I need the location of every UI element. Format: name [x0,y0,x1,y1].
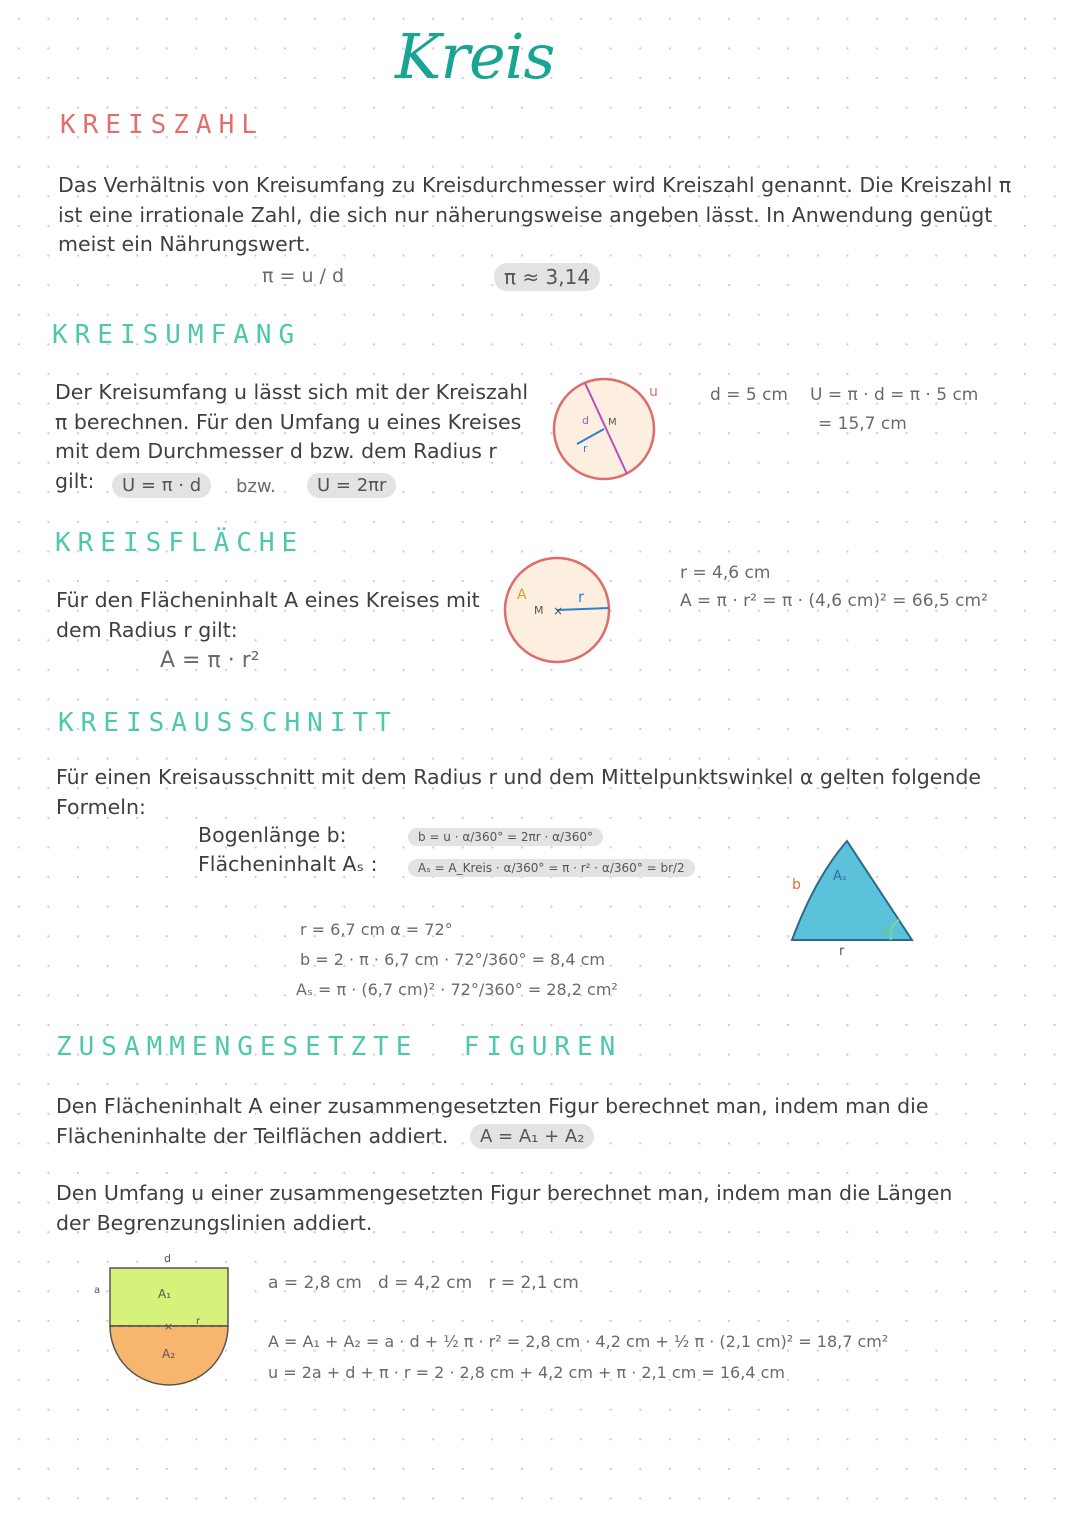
composite-example-u: u = 2a + d + π · r = 2 · 2,8 cm + 4,2 cm + π · 2,1 cm = 16,4 cm [268,1363,785,1382]
kreiszahl-formula: π = u / d [262,265,345,287]
kreiszahl-text: Das Verhältnis von Kreisumfang zu Kreisdurchmesser wird Kreiszahl genannt. Die Kreiszahl π ist eine irrationale Zahl, die sich nur näherungsweise angeben lässt. In Anwendung genügt meist ein Nährungswert. [58,173,1012,257]
umfang-circle-diagram [545,372,670,487]
zusammengesetzt-text2: Den Umfang u einer zusammengesetzten Figur berechnet man, indem man die Längen der Begrenzungslinien addiert. [56,1181,953,1235]
formula-flaecheninhalt: Aₛ = A_Kreis · α/360° = π · r² · α/360° = br/2 [408,859,695,877]
label-r: r [578,588,585,606]
label-r: r [583,442,588,455]
svg-text:×: × [164,1320,174,1333]
label-r: r [196,1316,201,1327]
composite-example-a: A = A₁ + A₂ = a · d + ½ π · r² = 2,8 cm · 4,2 cm + ½ π · (2,1 cm)² = 18,7 cm² [268,1332,889,1351]
kreisumfang-bzw: bzw. [236,476,276,497]
zusammengesetzt-text1: Den Flächeninhalt A einer zusammengesetzten Figur berechnet man, indem man die Flächeninhalte der Teilflächen addiert. [56,1094,929,1148]
kreisumfang-text: Der Kreisumfang u lässt sich mit der Kreiszahl π berechnen. Für den Umfang u eines Kreises mit dem Durchmesser d bzw. dem Radius r gilt: [55,380,529,493]
kreisflaeche-text: Für den Flächeninhalt A eines Kreises mit dem Radius r gilt: [56,588,480,642]
label-d: d [164,1252,171,1265]
label-as: Aₛ [833,869,847,884]
svg-text:×: × [553,604,564,618]
label-b: b [792,877,801,893]
label-a: a [94,1285,101,1296]
label-a2: A₂ [162,1347,176,1361]
zusammengesetzt-formula: A = A₁ + A₂ [470,1124,594,1149]
label-r: r [839,944,845,958]
label-flaecheninhalt: Flächeninhalt Aₛ : [198,852,378,876]
kreisflaeche-formula: A = π · r² [160,648,260,673]
kreisumfang-formula1: U = π · d [112,473,211,498]
composite-example-vals: a = 2,8 cm d = 4,2 cm r = 2,1 cm [268,1273,579,1293]
umfang-example-d: d = 5 cm [710,385,788,405]
flaeche-example-calc: A = π · r² = π · (4,6 cm)² = 66,5 cm² [680,591,988,611]
heading-kreisausschnitt: KREISAUSSCHNITT [58,708,398,738]
label-d: d [582,414,589,427]
formula-bogenlaenge: b = u · α/360° = 2πr · α/360° [408,828,603,846]
heading-kreisflaeche: KREISFLÄCHE [55,528,305,558]
kreisausschnitt-text: Für einen Kreisausschnitt mit dem Radius r und dem Mittelpunktswinkel α gelten folgende Formeln: [56,765,982,819]
heading-kreiszahl: KREISZAHL [60,110,264,140]
label-a: A [517,587,527,603]
label-bogenlaenge: Bogenlänge b: [198,823,347,847]
heading-zusammengesetzt: ZUSAMMENGESETZTE FIGUREN [56,1032,623,1062]
umfang-example-calc1: U = π · d = π · 5 cm [810,385,979,405]
sector-diagram [785,833,920,958]
label-u: u [649,384,658,400]
kreiszahl-approx: π ≈ 3,14 [494,263,600,291]
label-alpha: α [881,923,889,937]
label-m: M [534,604,544,617]
ausschnitt-example-b: b = 2 · π · 6,7 cm · 72°/360° = 8,4 cm [300,950,606,969]
page-title: Kreis [395,20,555,93]
flaeche-circle-diagram [500,554,618,666]
umfang-example-calc2: = 15,7 cm [818,414,907,434]
label-a1: A₁ [158,1287,172,1301]
heading-kreisumfang: KREISUMFANG [52,320,302,350]
kreisumfang-formula2: U = 2πr [307,473,396,498]
composite-figure-diagram [88,1248,248,1423]
ausschnitt-example-vals: r = 6,7 cm α = 72° [300,920,453,939]
flaeche-example-r: r = 4,6 cm [680,563,771,583]
label-m: M [608,417,617,428]
ausschnitt-example-a: Aₛ = π · (6,7 cm)² · 72°/360° = 28,2 cm² [296,980,618,999]
